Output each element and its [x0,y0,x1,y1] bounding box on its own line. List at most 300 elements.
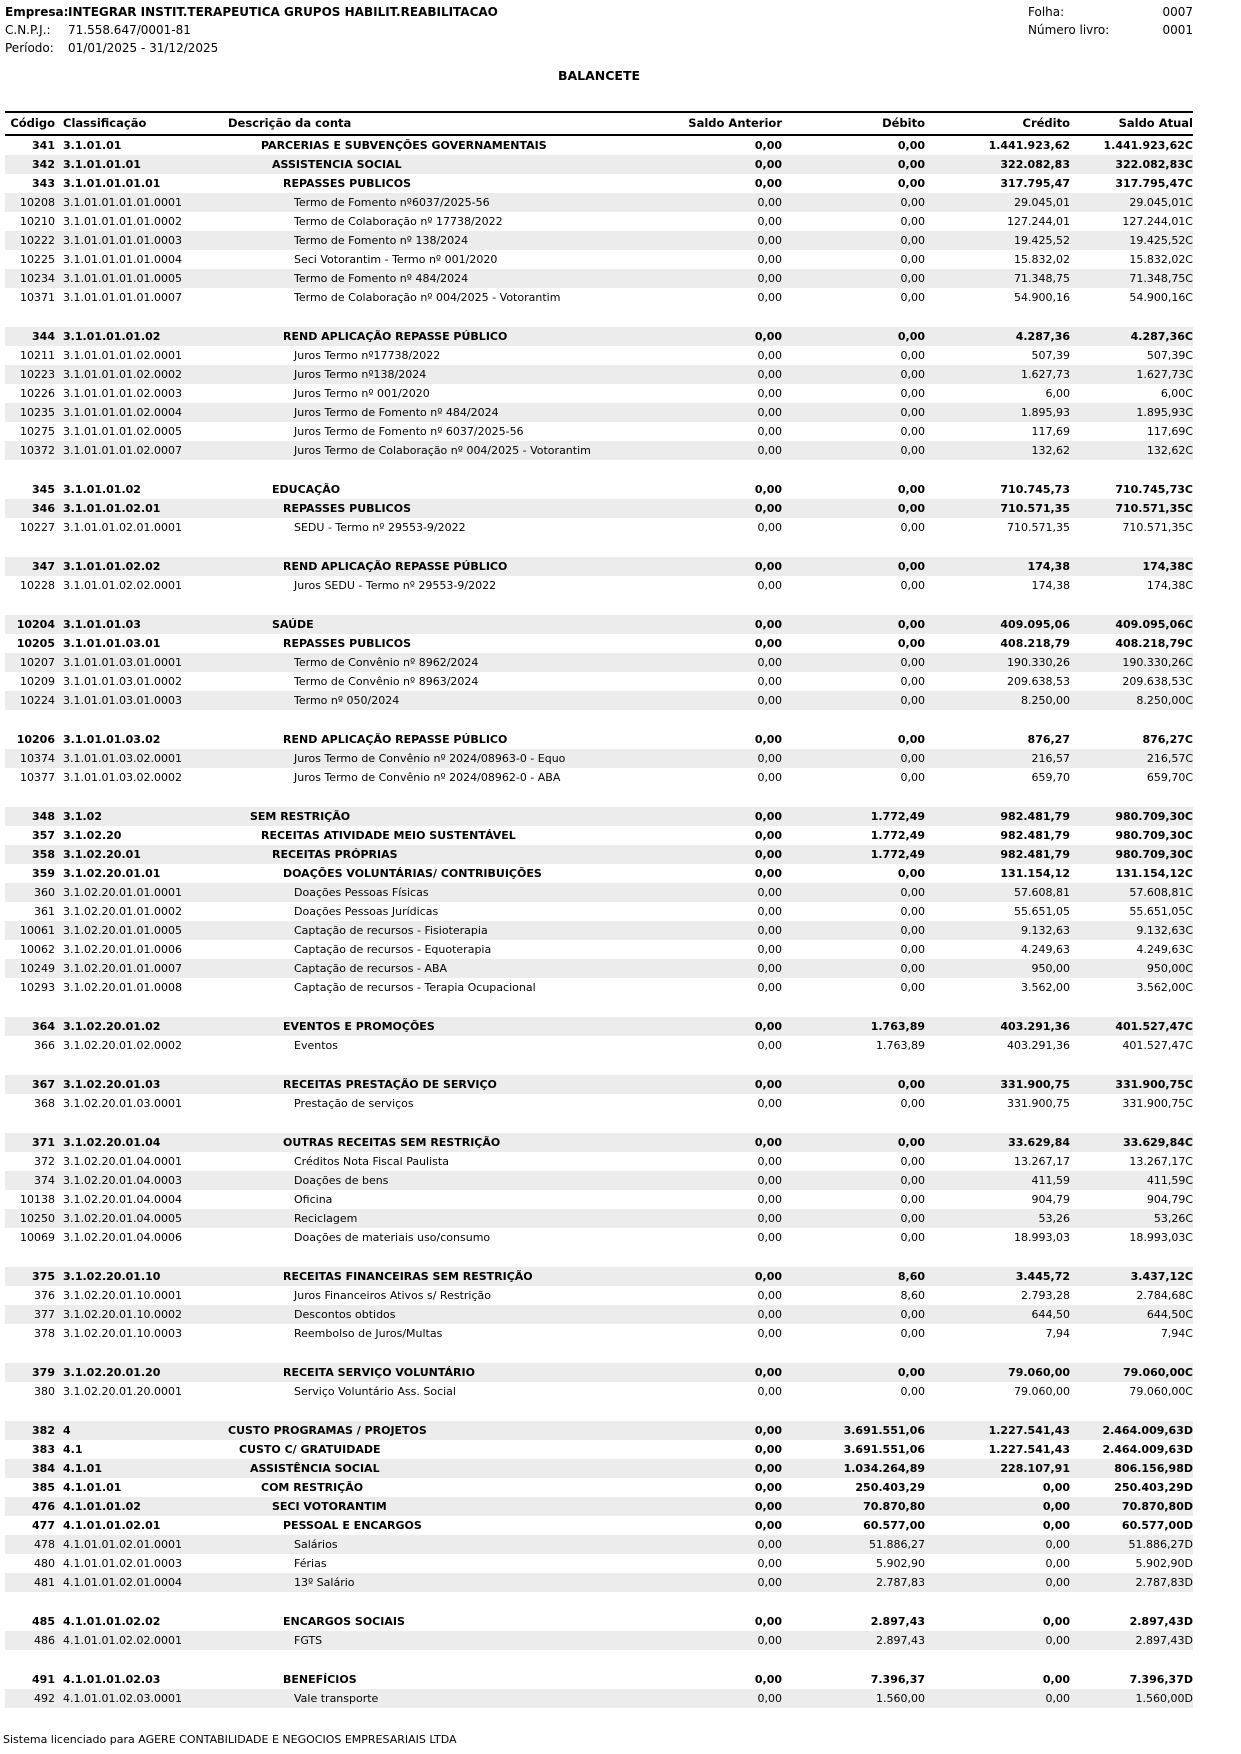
cell-descricao: Captação de recursos - ABA [227,959,577,978]
column-header-descricao: Descrição da conta [227,112,577,135]
cell-classificacao: 3.1.01.01.02.02.0001 [63,579,182,592]
cell-debito: 0,00 [782,921,925,940]
cell-descricao: ASSISTÊNCIA SOCIAL [227,1459,577,1478]
table-row [5,940,1193,959]
cell-saldo-atual: 408.218,79C [1115,637,1193,650]
empresa-label: Empresa: [5,5,69,19]
cell-codigo: 492 [5,1689,55,1708]
cell-codigo: 376 [34,1289,55,1302]
cell-descricao: RECEITA SERVIÇO VOLUNTÁRIO [227,1363,577,1382]
cell-saldo-atual: 57.608,81C [1070,883,1193,902]
cell-codigo: 10235 [5,403,55,422]
cell-credito: 710.745,73 [1000,483,1070,496]
cell-descricao: REPASSES PUBLICOS [227,499,577,518]
cell-saldo-atual: 806.156,98D [1070,1459,1193,1478]
cell-credito: 174,38 [1031,579,1070,592]
cell-saldo-anterior: 0,00 [754,867,782,880]
cell-saldo-atual: 19.425,52C [1070,231,1193,250]
cell-credito: 659,70 [1031,771,1070,784]
cell-debito: 0,00 [897,867,925,880]
cell-codigo: 486 [5,1631,55,1650]
cell-classificacao: 3.1.02 [55,807,227,826]
spacer-cell [5,595,1193,615]
cell-descricao: SEM RESTRIÇÃO [227,807,577,826]
cell-credito: 79.060,00 [1014,1385,1070,1398]
cell-classificacao: 3.1.02.20.01.04.0006 [63,1231,182,1244]
cell-descricao: SAÚDE [227,615,577,634]
spacer-cell [5,460,1193,480]
table-row [5,864,1193,883]
cell-codigo: 10249 [5,959,55,978]
cell-saldo-atual: 174,38C [1146,579,1193,592]
cell-saldo-atual: 250.403,29D [1114,1481,1193,1494]
cell-saldo-atual: 190.330,26C [1070,653,1193,672]
cell-classificacao: 3.1.02.20.01.01.0006 [63,943,182,956]
cell-credito: 982.481,79 [925,845,1070,864]
cell-classificacao: 3.1.01.01.03.02.0001 [55,749,227,768]
cell-descricao: Captação de recursos - Terapia Ocupacional [294,981,536,994]
cell-classificacao: 3.1.01.01.01.02.0005 [63,425,182,438]
cell-codigo: 10377 [20,771,55,784]
cell-classificacao: 3.1.01.01.03.02.0002 [63,771,182,784]
cell-saldo-atual: 7.396,37D [1129,1673,1193,1686]
cell-codigo: 359 [32,867,55,880]
cell-saldo-atual: 55.651,05C [1129,905,1193,918]
table-body [5,135,1193,1708]
table-row [5,1689,1193,1708]
cell-saldo-anterior: 0,00 [577,1459,782,1478]
cell-descricao: ENCARGOS SOCIAIS [283,1615,405,1628]
cell-debito: 1.560,00 [782,1689,925,1708]
cell-codigo: 360 [5,883,55,902]
table-row [5,826,1193,845]
cell-debito: 250.403,29 [855,1481,925,1494]
cell-saldo-anterior: 0,00 [757,291,782,304]
table-row [5,921,1193,940]
spacer-row [5,787,1193,807]
cell-saldo-atual: 60.577,00D [1121,1519,1193,1532]
cell-descricao: Juros Termo de Fomento nº 6037/2025-56 [294,425,524,438]
cell-classificacao: 3.1.02.20.01 [55,845,227,864]
cell-saldo-anterior: 0,00 [754,637,782,650]
cell-codigo: 378 [34,1327,55,1340]
cell-descricao: Termo de Convênio nº 8963/2024 [294,675,479,688]
cell-classificacao: 3.1.01.01.02 [63,483,141,496]
cell-saldo-anterior: 0,00 [577,327,782,346]
spacer-row [5,1592,1193,1612]
table-row [5,1286,1193,1305]
cell-saldo-anterior: 0,00 [577,1267,782,1286]
table-row [5,193,1193,212]
cell-saldo-anterior: 0,00 [577,1171,782,1190]
cell-classificacao: 3.1.01.01.02.01 [55,499,227,518]
cell-saldo-atual: 5.902,90D [1135,1557,1193,1570]
cell-descricao: CUSTO C/ GRATUIDADE [239,1443,381,1456]
cell-codigo: 10207 [5,653,55,672]
cell-debito: 0,00 [900,1097,925,1110]
cell-saldo-atual: 33.629,84C [1070,1133,1193,1152]
cell-debito: 0,00 [782,155,925,174]
cell-descricao: Doações Pessoas Jurídicas [294,905,439,918]
cell-saldo-anterior: 0,00 [577,441,782,460]
cell-credito: 1.227.541,43 [988,1443,1070,1456]
cell-debito: 0,00 [782,749,925,768]
cell-credito: 317.795,47 [1000,177,1070,190]
cell-codigo: 10228 [20,579,55,592]
cell-saldo-anterior: 0,00 [754,1673,782,1686]
cell-descricao: Juros Termo nº17738/2022 [294,349,441,362]
cell-credito: 2.793,28 [1021,1289,1070,1302]
cnpj-label: C.N.P.J.: [5,23,51,37]
cell-saldo-anterior: 0,00 [757,425,782,438]
cell-descricao: Reembolso de Juros/Multas [294,1327,443,1340]
cell-classificacao: 3.1.02.20.01.01.0008 [63,981,182,994]
column-header-codigo: Código [5,112,55,135]
cell-debito: 0,00 [897,139,925,152]
cell-credito: 29.045,01 [925,193,1070,212]
cell-saldo-anterior: 0,00 [577,1535,782,1554]
cell-saldo-anterior: 0,00 [577,845,782,864]
table-row [5,365,1193,384]
cell-saldo-anterior: 0,00 [757,215,782,228]
cell-saldo-anterior: 0,00 [754,1481,782,1494]
cell-credito: 190.330,26 [925,653,1070,672]
cell-saldo-anterior: 0,00 [577,1497,782,1516]
cell-codigo: 10210 [20,215,55,228]
cell-saldo-anterior: 0,00 [757,1385,782,1398]
cell-saldo-anterior: 0,00 [757,905,782,918]
cell-codigo: 10061 [5,921,55,940]
cell-descricao: RECEITAS ATIVIDADE MEIO SUSTENTÁVEL [261,829,516,842]
cell-debito: 0,00 [900,215,925,228]
numero-livro-label: Número livro: [1028,23,1110,37]
cell-credito: 3.562,00 [1021,981,1070,994]
table-row [5,883,1193,902]
cell-saldo-anterior: 0,00 [577,557,782,576]
cell-saldo-anterior: 0,00 [577,1017,782,1036]
cell-saldo-anterior: 0,00 [577,1689,782,1708]
column-header-saldo-atual: Saldo Atual [1070,112,1193,135]
table-header [5,112,1193,135]
cell-codigo: 341 [32,139,55,152]
cell-credito: 15.832,02 [1014,253,1070,266]
cell-saldo-atual: 79.060,00C [1070,1363,1193,1382]
cell-saldo-atual: 409.095,06C [1070,615,1193,634]
cell-debito: 0,00 [900,425,925,438]
table-row [5,1670,1193,1689]
spacer-row [5,1401,1193,1421]
cell-codigo: 374 [5,1171,55,1190]
report-title: BALANCETE [557,68,641,83]
table-row [5,1554,1193,1573]
cell-saldo-atual: 70.870,80D [1070,1497,1193,1516]
cell-descricao: Captação de recursos - Equoterapia [294,943,492,956]
cell-saldo-atual: 2.897,43D [1070,1631,1193,1650]
cell-codigo: 10223 [5,365,55,384]
cell-classificacao: 3.1.01.01.03.02 [63,733,161,746]
cell-descricao: Doações de bens [227,1171,577,1190]
table-row [5,1171,1193,1190]
cell-saldo-anterior: 0,00 [757,1193,782,1206]
cell-codigo: 10250 [5,1209,55,1228]
cell-saldo-atual: 4.249,63C [1136,943,1193,956]
cell-debito: 60.577,00 [863,1519,925,1532]
cell-classificacao: 3.1.02.20.01.03.0001 [63,1097,182,1110]
table-row [5,1209,1193,1228]
cell-saldo-atual: 53,26C [1070,1209,1193,1228]
cell-debito: 0,00 [782,403,925,422]
cell-saldo-atual: 317.795,47C [1115,177,1193,190]
spacer-row [5,307,1193,327]
cell-debito: 0,00 [900,675,925,688]
cell-debito: 0,00 [900,387,925,400]
column-header-classificacao: Classificação [55,112,227,135]
cell-credito: 127.244,01 [1007,215,1070,228]
cell-descricao: Doações Pessoas Físicas [227,883,577,902]
cell-saldo-atual: 2.897,43D [1129,1615,1193,1628]
cell-credito: 876,27 [1027,733,1070,746]
table-row [5,1516,1193,1535]
cell-debito: 0,00 [900,1327,925,1340]
table-row [5,155,1193,174]
spacer-cell [5,1247,1193,1267]
cell-classificacao: 3.1.01.01.01.01.0004 [63,253,182,266]
cell-debito: 0,00 [782,1363,925,1382]
cell-debito: 0,00 [782,691,925,710]
table-row [5,576,1193,595]
cell-codigo: 380 [34,1385,55,1398]
numero-livro-value: 0001 [1162,23,1193,37]
cell-codigo: 364 [5,1017,55,1036]
cell-credito: 57.608,81 [925,883,1070,902]
cell-saldo-anterior: 0,00 [577,653,782,672]
cell-codigo: 10138 [20,1193,55,1206]
table-row [5,653,1193,672]
cell-saldo-anterior: 0,00 [577,231,782,250]
cell-credito: 0,00 [925,1573,1070,1592]
cell-classificacao: 3.1.01.01.01 [55,155,227,174]
cell-descricao: EVENTOS E PROMOÇÕES [227,1017,577,1036]
cell-saldo-atual: 174,38C [1070,557,1193,576]
cell-debito: 3.691.551,06 [782,1421,925,1440]
cell-codigo: 344 [5,327,55,346]
cell-codigo: 10371 [20,291,55,304]
spacer-cell [5,710,1193,730]
cell-codigo: 371 [5,1133,55,1152]
cell-codigo: 10374 [5,749,55,768]
cell-classificacao: 3.1.02.20.01.10 [55,1267,227,1286]
cell-descricao: Créditos Nota Fiscal Paulista [294,1155,449,1168]
cell-classificacao: 3.1.01.01.01.02.0003 [63,387,182,400]
cell-debito: 0,00 [782,1171,925,1190]
cell-descricao: Eventos [294,1039,338,1052]
cell-classificacao: 3.1.02.20.01.04.0005 [55,1209,227,1228]
cell-debito: 70.870,80 [782,1497,925,1516]
cell-descricao: BENEFÍCIOS [283,1673,357,1686]
cell-saldo-anterior: 0,00 [757,1289,782,1302]
table-row [5,250,1193,269]
cell-saldo-anterior: 0,00 [577,499,782,518]
table-row [5,231,1193,250]
cell-saldo-atual: 13.267,17C [1129,1155,1193,1168]
cell-saldo-anterior: 0,00 [577,1421,782,1440]
cell-descricao: PESSOAL E ENCARGOS [283,1519,422,1532]
cell-credito: 0,00 [925,1631,1070,1650]
cell-codigo: 10062 [20,943,55,956]
cell-saldo-anterior: 0,00 [577,691,782,710]
cell-saldo-anterior: 0,00 [754,177,782,190]
cell-classificacao: 3.1.01.01.01.01.0001 [55,193,227,212]
cell-saldo-atual: 71.348,75C [1070,269,1193,288]
cell-classificacao: 3.1.01.01.01.01.0005 [55,269,227,288]
cell-descricao: FGTS [227,1631,577,1650]
cell-debito: 2.787,83 [782,1573,925,1592]
cell-saldo-atual: 117,69C [1146,425,1193,438]
column-header-debito: Débito [782,112,925,135]
cell-codigo: 10234 [5,269,55,288]
table-row [5,1036,1193,1055]
cell-credito: 132,62 [925,441,1070,460]
cell-classificacao: 3.1.01.01 [63,139,122,152]
table-row [5,1421,1193,1440]
cell-saldo-atual: 980.709,30C [1070,807,1193,826]
cell-descricao: PARCERIAS E SUBVENÇÕES GOVERNAMENTAIS [261,139,547,152]
cell-descricao: Salários [227,1535,577,1554]
cell-saldo-atual: 9.132,63C [1070,921,1193,940]
cell-saldo-atual: 79.060,00C [1129,1385,1193,1398]
cell-credito: 174,38 [925,557,1070,576]
cell-descricao: RECEITAS FINANCEIRAS SEM RESTRIÇÃO [227,1267,577,1286]
cell-saldo-anterior: 0,00 [577,749,782,768]
table-row [5,518,1193,537]
table-row [5,1535,1193,1554]
cell-saldo-anterior: 0,00 [577,1363,782,1382]
cell-classificacao: 3.1.01.01.03.01.0002 [63,675,182,688]
table-row [5,480,1193,499]
cell-classificacao: 4.1.01 [55,1459,227,1478]
cell-classificacao: 4 [55,1421,227,1440]
cell-credito: 950,00 [925,959,1070,978]
cell-descricao: CUSTO PROGRAMAS / PROJETOS [227,1421,577,1440]
cnpj-value: 71.558.647/0001-81 [68,23,191,37]
cell-classificacao: 3.1.02.20.01.10.0003 [63,1327,182,1340]
cell-debito: 8,60 [900,1289,925,1302]
cell-credito: 403.291,36 [925,1017,1070,1036]
cell-debito: 51.886,27 [782,1535,925,1554]
cell-saldo-anterior: 0,00 [757,1097,782,1110]
cell-descricao: Juros Financeiros Ativos s/ Restrição [294,1289,491,1302]
cell-credito: 55.651,05 [1014,905,1070,918]
cell-descricao: Vale transporte [227,1689,577,1708]
cell-codigo: 10275 [20,425,55,438]
cell-debito: 0,00 [782,193,925,212]
cell-debito: 0,00 [897,733,925,746]
table-row [5,174,1193,193]
cell-classificacao: 3.1.01.01.01.02.0004 [55,403,227,422]
cell-saldo-atual: 4.287,36C [1070,327,1193,346]
table-row [5,1459,1193,1478]
cell-classificacao: 4.1.01.01.02.03 [63,1673,161,1686]
cell-descricao: Doações de materiais uso/consumo [294,1231,491,1244]
cell-codigo: 10372 [5,441,55,460]
table-row [5,845,1193,864]
cell-saldo-anterior: 0,00 [577,1573,782,1592]
empresa-value: INTEGRAR INSTIT.TERAPEUTICA GRUPOS HABILIT.REABILITACAO [68,5,498,19]
cell-saldo-atual: 1.895,93C [1070,403,1193,422]
cell-classificacao: 3.1.01.01.01.02.0002 [55,365,227,384]
table-row [5,288,1193,307]
cell-saldo-atual: 980.709,30C [1070,845,1193,864]
cell-saldo-anterior: 0,00 [754,1615,782,1628]
cell-saldo-atual: 322.082,83C [1070,155,1193,174]
cell-saldo-anterior: 0,00 [757,387,782,400]
cell-descricao: Captação de recursos - Fisioterapia [227,921,577,940]
cell-credito: 710.571,35 [925,499,1070,518]
cell-classificacao: 3.1.02.20.01.20.0001 [63,1385,182,1398]
cell-saldo-anterior: 0,00 [757,1557,782,1570]
cell-debito: 0,00 [782,1075,925,1094]
spacer-row [5,1247,1193,1267]
cell-credito: 13.267,17 [1014,1155,1070,1168]
cell-credito: 0,00 [925,1497,1070,1516]
cell-descricao: Termo de Colaboração nº 17738/2022 [294,215,503,228]
cell-credito: 710.571,35 [1007,521,1070,534]
table-row [5,1267,1193,1286]
cell-codigo: 361 [34,905,55,918]
cell-saldo-atual: 1.441.923,62C [1103,139,1193,152]
cell-saldo-anterior: 0,00 [577,1305,782,1324]
table-row [5,1478,1193,1497]
cell-classificacao: 3.1.01.01.01.01.0002 [63,215,182,228]
table-row [5,902,1193,921]
cell-credito: 0,00 [925,1535,1070,1554]
cell-codigo: 10211 [20,349,55,362]
cell-debito: 1.772,49 [870,829,925,842]
cell-classificacao: 3.1.02.20.01.02.0002 [63,1039,182,1052]
cell-debito: 0,00 [900,905,925,918]
cell-credito: 0,00 [1042,1481,1070,1494]
table-row [5,978,1193,997]
cell-codigo: 10206 [16,733,55,746]
cell-saldo-anterior: 0,00 [757,1155,782,1168]
cell-descricao: Reciclagem [227,1209,577,1228]
table-row [5,615,1193,634]
cell-codigo: 10224 [5,691,55,710]
table-row [5,1094,1193,1113]
cell-saldo-anterior: 0,00 [754,1443,782,1456]
cell-codigo: 476 [5,1497,55,1516]
cell-codigo: 491 [32,1673,55,1686]
cell-saldo-anterior: 0,00 [757,1039,782,1052]
spacer-cell [5,1343,1193,1363]
cell-saldo-anterior: 0,00 [754,733,782,746]
cell-credito: 228.107,91 [925,1459,1070,1478]
cell-debito: 0,00 [900,291,925,304]
table-row [5,634,1193,653]
cell-credito: 0,00 [1042,1615,1070,1628]
cell-codigo: 357 [32,829,55,842]
cell-credito: 7,94 [1045,1327,1070,1340]
cell-codigo: 481 [5,1573,55,1592]
cell-saldo-atual: 2.464.009,63D [1102,1443,1193,1456]
cell-codigo: 10205 [16,637,55,650]
table-row [5,1017,1193,1036]
cell-debito: 1.772,49 [782,807,925,826]
cell-descricao: Juros Termo nº138/2024 [227,365,577,384]
spacer-row [5,537,1193,557]
table-row [5,557,1193,576]
table-row [5,1440,1193,1459]
